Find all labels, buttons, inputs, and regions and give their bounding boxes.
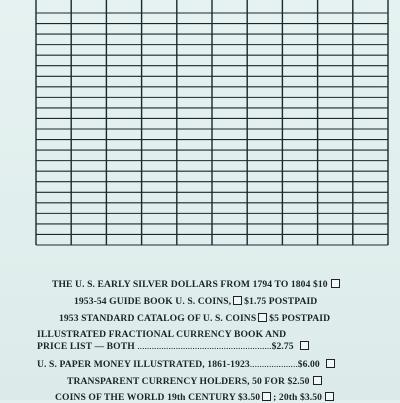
ad-paper-money-text: U. S. PAPER MONEY ILLUSTRATED, 1861-1923 (37, 359, 250, 370)
ad-silver-dollars (52, 279, 340, 290)
ad-paper-money-price: $6.00 (297, 359, 320, 370)
dot-leader: .................... (249, 359, 298, 370)
ad-guide-book (74, 296, 317, 307)
ad-standard-catalog (59, 313, 330, 324)
ad-fractional-currency-text: ILLUSTRATED FRACTIONAL CURRENCY BOOK AND (37, 329, 287, 340)
dot-leader: ........................................................ (137, 341, 272, 352)
ad-paper-money (37, 359, 335, 370)
ad-price-list-text: PRICE LIST — BOTH (37, 341, 135, 352)
ad-silver-dollars-text: THE U. S. EARLY SILVER DOLLARS FROM 1794 TO 1804 $10 (52, 279, 328, 290)
ad-coins-of-world-text: COINS OF THE WORLD 19th CENTURY $3.50 (55, 392, 261, 403)
ad-currency-holders-text: TRANSPARENT CURRENCY HOLDERS, 50 FOR $2.50 (67, 376, 310, 387)
ad-price-list-price: $2.75 (271, 341, 294, 352)
ad-standard-catalog-price: $5 POSTPAID (269, 313, 331, 324)
ad-guide-book-text: 1953-54 GUIDE BOOK U. S. COINS, (74, 296, 232, 307)
order-checkbox[interactable] (326, 359, 335, 368)
order-checkbox[interactable] (300, 341, 309, 350)
ad-coins-of-world-price: ; 20th $3.50 (273, 392, 323, 403)
order-checkbox[interactable] (233, 296, 242, 305)
order-checkbox[interactable] (331, 279, 340, 288)
ad-standard-catalog-text: 1953 STANDARD CATALOG OF U. S. COINS (59, 313, 257, 324)
ad-currency-holders (67, 376, 322, 387)
order-checkbox[interactable] (258, 313, 267, 322)
ad-guide-book-price: $1.75 POSTPAID (244, 296, 318, 307)
order-checkbox[interactable] (313, 376, 322, 385)
ad-fractional-currency-price-line (37, 341, 309, 352)
ad-coins-of-world (55, 392, 334, 403)
ad-fractional-currency-title (37, 329, 286, 340)
